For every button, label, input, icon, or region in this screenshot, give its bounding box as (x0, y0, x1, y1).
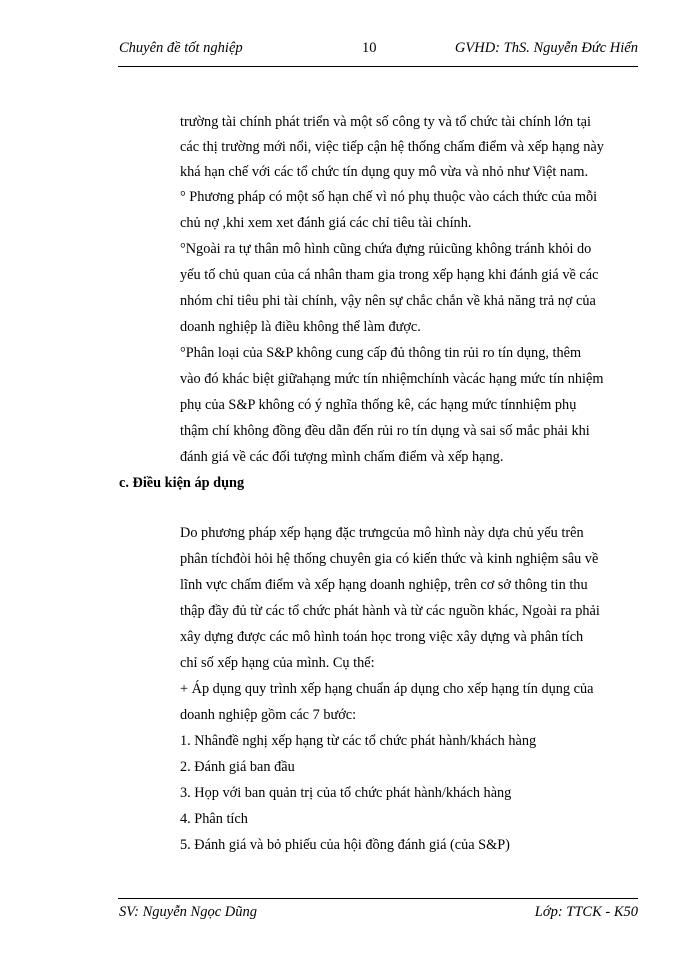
body-line: phân tíchđòi hỏi hệ thống chuyên gia có kiến thức và kinh nghiệm sâu về (180, 551, 599, 567)
page-header (119, 40, 638, 60)
body-line: ° Phương pháp có một số hạn chế vì nó phụ thuộc vào cách thức của mỗi (180, 189, 598, 205)
list-item: 3. Họp với ban quản trị của tổ chức phát hành/khách hàng (180, 785, 512, 801)
body-line: doanh nghiệp gồm các 7 bước: (180, 707, 357, 723)
list-item: 1. Nhânđề nghị xếp hạng từ các tổ chức phát hành/khách hàng (180, 733, 537, 749)
section-heading: c. Điều kiện áp dụng (119, 475, 245, 491)
header-divider (118, 66, 638, 67)
body-line: chủ nợ ,khi xem xet đánh giá các chỉ tiêu tài chính. (180, 215, 472, 231)
list-item: 2. Đánh giá ban đầu (180, 759, 295, 775)
body-line: khá hạn chế với các tổ chức tín dụng quy mô vừa và nhỏ như Việt nam. (180, 164, 589, 180)
body-line: doanh nghiệp là điều không thể làm được. (180, 319, 421, 335)
header-title: Chuyên đề tốt nghiệp (119, 40, 243, 56)
footer-divider (118, 898, 638, 899)
body-line: yếu tố chủ quan của cá nhân tham gia trong xếp hạng khi đánh giá về các (180, 267, 599, 283)
body-line: °Ngoài ra tự thân mô hình cũng chứa đựng rủicũng không tránh khỏi do (180, 241, 592, 257)
body-line: trường tài chính phát triển và một số công ty và tổ chức tài chính lớn tại (180, 114, 591, 130)
body-line: thập đầy đủ từ các tổ chức phát hành và từ các nguồn khác, Ngoài ra phải (180, 603, 600, 619)
body-line: nhóm chỉ tiêu phi tài chính, vậy nên sự chắc chắn về khả năng trả nợ của (180, 293, 596, 309)
body-line: chỉ số xếp hạng của mình. Cụ thể: (180, 655, 375, 671)
header-advisor: GVHD: ThS. Nguyễn Đức Hiển (454, 40, 638, 56)
body-line: vào đó khác biệt giữahạng mức tín nhiệmchính vàcác hạng mức tín nhiệm (180, 371, 604, 387)
body-line: °Phân loại của S&P không cung cấp đủ thông tin rủi ro tín dụng, thêm (180, 345, 582, 361)
body-line: lĩnh vực chấm điểm và xếp hạng doanh nghiệp, trên cơ sở thông tin thu (180, 577, 588, 593)
body-line: các thị trường mới nổi, việc tiếp cận hệ thống chấm điểm và xếp hạng này (180, 139, 604, 155)
body-line: đánh giá về các đối tượng mình chấm điểm và xếp hạng. (180, 449, 504, 465)
list-item: 4. Phân tích (180, 811, 248, 827)
footer-student: SV: Nguyễn Ngọc Dũng (119, 904, 257, 920)
list-item: 5. Đánh giá và bỏ phiếu của hội đồng đánh giá (của S&P) (180, 837, 510, 853)
page-number: 10 (362, 40, 377, 56)
body-line: Do phương pháp xếp hạng đặc trưngcủa mô hình này dựa chủ yếu trên (180, 525, 584, 541)
page-footer (119, 904, 638, 924)
footer-class: Lớp: TTCK - K50 (534, 904, 638, 920)
body-line: thậm chí không đồng đều dẫn đến rủi ro tín dụng và sai số mắc phải khi (180, 423, 590, 439)
body-line: phụ của S&P không có ý nghĩa thống kê, các hạng mức tínnhiệm phụ (180, 397, 577, 413)
body-line: xây dựng được các mô hình toán học trong việc xây dựng và phân tích (180, 629, 584, 645)
body-line: + Áp dụng quy trình xếp hạng chuẩn áp dụng cho xếp hạng tín dụng của (180, 681, 594, 697)
